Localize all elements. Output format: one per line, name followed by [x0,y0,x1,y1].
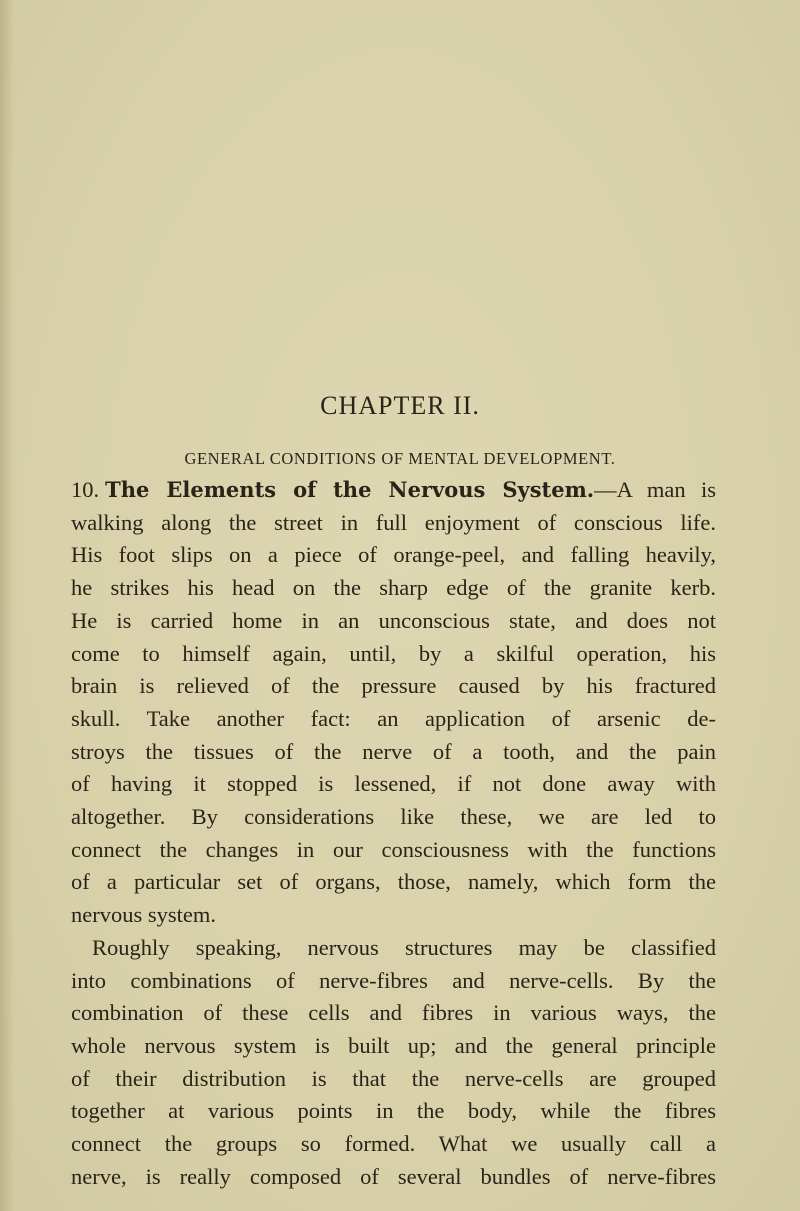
text-line: connect the changes in our consciousness with the functions [71,836,716,862]
text-line: skull. Take another fact: an application of arsenic de- [71,705,716,731]
paragraph [71,932,716,1194]
text-line: combination of these cells and fibres in various ways, the [71,1000,716,1026]
text-line-fragment: A man is [616,477,716,502]
text-line: nervous system. [71,902,216,928]
chapter-title: CHAPTER II. [320,391,480,420]
section-number: 10. [71,477,100,502]
text-line: of having it stopped is lessened, if not done away with [71,771,716,797]
text-line: whole nervous system is built up; and the general principle [71,1032,716,1058]
text-line: of their distribution is that the nerve-cells are grouped [71,1065,716,1091]
paragraph [71,474,716,932]
text-line: of a particular set of organs, those, namely, which form the [71,869,716,895]
text-line: He is carried home in an unconscious state, and does not [71,607,716,633]
chapter-subtitle: GENERAL CONDITIONS OF MENTAL DEVELOPMENT. [184,449,616,468]
text-line: stroys the tissues of the nerve of a tooth, and the pain [71,738,716,764]
text-line: together at various points in the body, while the fibres [71,1098,716,1124]
text-line: brain is relieved of the pressure caused by his fractured [71,673,716,699]
text-line: Roughly speaking, nervous structures may be classified [92,934,716,960]
text-line: connect the groups so formed. What we usually call a [71,1131,716,1157]
text-line: come to himself again, until, by a skilful operation, his [71,640,716,666]
text-line: into combinations of nerve-fibres and nerve-cells. By the [71,967,716,993]
section-heading: The Elements of the Nervous System. [105,477,595,502]
text-line: altogether. By considerations like these, we are led to [71,804,716,830]
text-line: he strikes his head on the sharp edge of the granite kerb. [71,575,716,601]
text-line [71,474,716,507]
text-line: His foot slips on a piece of orange-peel, and falling heavily, [71,542,716,568]
text-line: nerve, is really composed of several bundles of nerve-fibres [71,1163,716,1189]
em-dash: — [594,477,617,502]
text-line: walking along the street in full enjoyment of conscious life. [71,509,716,535]
page-edge-shadow [0,0,14,1211]
body-text [71,474,716,1193]
